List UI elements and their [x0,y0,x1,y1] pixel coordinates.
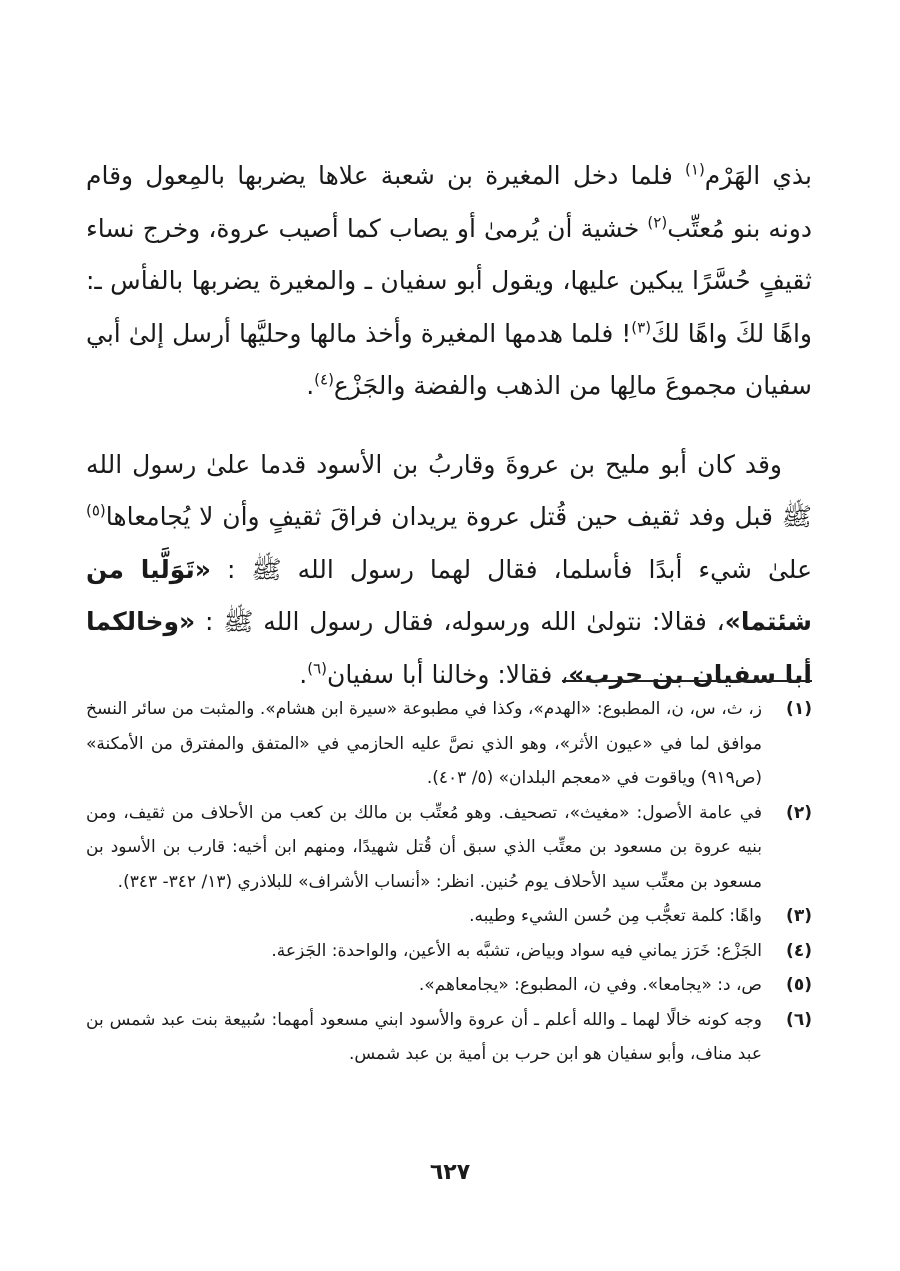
footnotes-list [86,692,812,1072]
footnote-number: (٣) [786,906,812,926]
footnote-number: (١) [786,699,812,719]
footnote-ref-5[interactable]: (٥) [86,501,106,520]
paragraph-2-text: . [299,659,308,689]
paragraph-2-text: ، فقالا: نتولىٰ الله ورسوله، فقال رسول الله ﷺ : [195,607,725,636]
footnote-ref-2[interactable]: (٢) [647,213,668,232]
paragraph-1-text: ! فلما هدمها المغيرة وأخذ مالها وحليَّها أرسل إلىٰ أبي سفيان مجموعَ مالِها من الذهب والفضة والجَزْع [86,318,812,400]
paragraph-2-text: علىٰ شيء أبدًا فأسلما، فقال لهما رسول الله ﷺ : [210,554,813,584]
footnote-text: الجَزْع: خَرَز يماني فيه سواد وبياض، تشبَّه به الأعين، والواحدة: الجَزعة. [271,940,762,961]
paragraph-2-text: وقد كان أبو مليح بن عروةَ وقاربُ بن الأسود قدما علىٰ رسول الله ﷺ قبل وفد ثقيف حين قُتل عروة يريدان فراقَ ثقيفٍ وأن لا يُجامعاها [86,449,812,531]
footnote-text: ص، د: «يجامعا». وفي ن، المطبوع: «يجامعاهم». [418,975,762,995]
footnote-number: (٤) [786,940,812,961]
footnote-ref-4[interactable]: (٤) [314,370,334,389]
footnote-5 [86,968,812,1003]
footnote-6 [86,1003,812,1072]
footnote-2 [86,796,812,900]
page-number: ٦٢٧ [429,1160,471,1185]
paragraph-1 [86,150,812,413]
footnote-ref-1[interactable]: (١) [685,160,705,179]
footnote-ref-6[interactable]: (٦) [307,659,327,678]
paragraph-2-text: ، فقالا: وخالنا أبا سفيان [326,659,569,689]
footnote-text: وجه كونه خالًا لهما ـ والله أعلم ـ أن عروة والأسود ابني مسعود أمهما: سُبيعة بنت عبد شمس بن عبد مناف، وأبو سفيان هو ابن حرب بن أمية بن عبد شمس. [86,1009,762,1064]
paragraph-1-text: فلما دخل المغيرة بن شعبة علاها يضربها بالمِعول وقام دونه بنو مُعتِّب [86,161,812,243]
footnote-4 [86,934,812,969]
footnote-3 [86,899,812,934]
footnote-number: (٦) [786,1009,812,1030]
hadith-quote: «تَوَلَّيا من شئتما» [86,554,812,636]
footnote-separator [562,680,812,682]
paragraph-2 [86,439,812,702]
footnote-number: (٢) [786,802,812,823]
paragraph-1-text: بذي الهَرْم [704,161,812,190]
paragraph-1-text: خشية أن يُرمىٰ أو يصاب كما أصيب عروة، وخرج نساء ثقيفٍ حُسَّرًا يبكين عليها، ويقول أبو سفيان ـ والمغيرة يضربها بالفأس ـ: واهًا لكَ واهًا لكَ [86,213,812,348]
footnote-text: في عامة الأصول: «مغيث»، تصحيف. وهو مُعتِّب بن مالك بن كعب من الأحلاف من ثقيف، ومن بنيه عروة بن مسعود بن معتِّب الذي سبق أن قُتل شهيدًا، ومنهم ابن أخيه: قارب بن الأسود بن مسعود بن معتِّب سيد الأحلاف يوم حُنين. انظر: «أنساب الأشراف» للبلاذري (١٣/ ٣٤٢- ٣٤٣). [86,802,762,892]
footnote-ref-3[interactable]: (٣) [631,318,652,337]
paragraph-1-text: . [306,371,315,400]
footnote-text: ز، ث، س، ن، المطبوع: «الهدم»، وكذا في مطبوعة «سيرة ابن هشام». والمثبت من سائر النسخ موافق لما في «عيون الأثر»، وهو الذي نصَّ عليه الحازمي في «المتفق والمفترق من الأمكنة» (ص٩١٩) وياقوت في «معجم البلدان» (٥/ ٤٠٣). [86,699,762,788]
hadith-quote: «وخالكما أبا سفيان بن حرب» [86,607,812,689]
footnote-1 [86,692,812,796]
footnote-number: (٥) [786,975,812,995]
footnote-text: واهًا: كلمة تعجُّب مِن حُسن الشيء وطيبه. [469,906,762,926]
main-text [86,150,812,701]
